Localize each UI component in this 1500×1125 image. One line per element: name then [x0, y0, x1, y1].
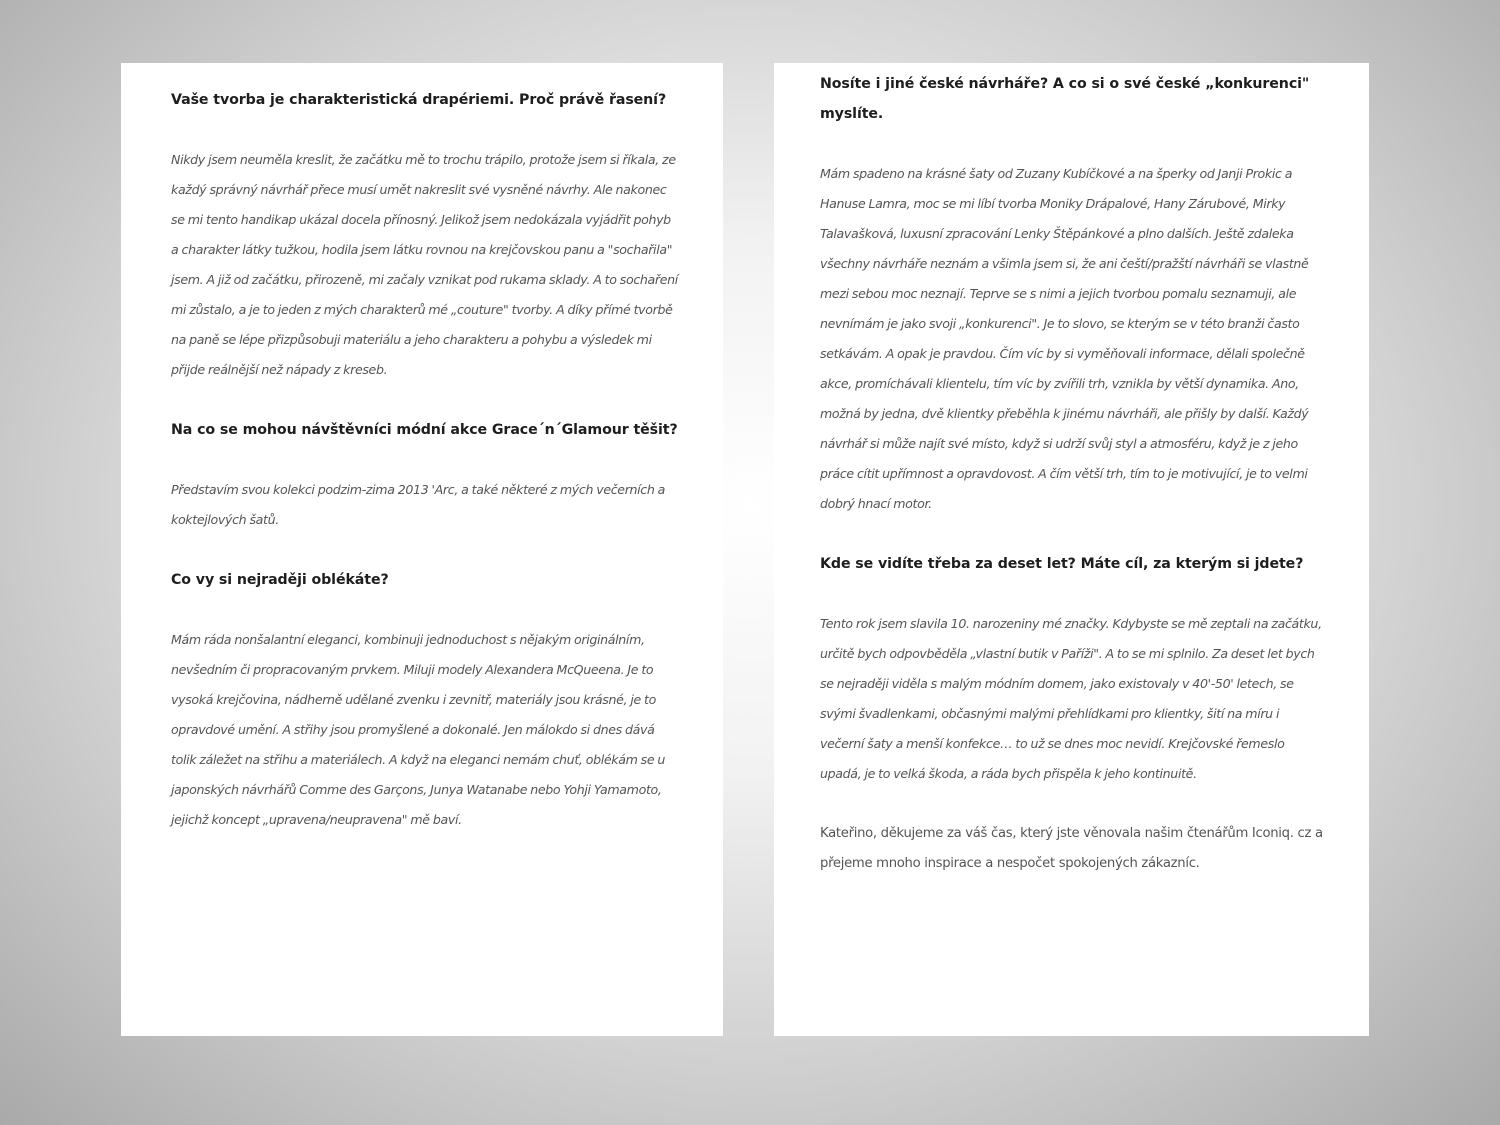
right-page	[774, 63, 1369, 1036]
question-wardrobe: Co vy si nejraději oblékáte?	[171, 572, 389, 588]
question-ten-years: Kde se vidíte třeba za deset let? Máte cíl, za kterým si jdete?	[820, 556, 1304, 572]
answer-ten-years: Tento rok jsem slavila 10. narozeniny mé značky. Kdybyste se mě zeptali na začátku, určitě bych odpovběděla „vlastní butik v Paříži". A to se mi splnilo. Za deset let bych se nejraději viděla s malým módním domem, jako existovaly v 40'-50' letech, se svými švadlenkami, občasnými malými přehlídkami pro klientky, šití na míru i večerní šaty a menší konfekce… to už se dnes moc nevidí. Krejčovské řemeslo upadá, je to velká škoda, a ráda bych přispěla k jeho kontinuitě.	[820, 616, 1322, 781]
closing-thanks: Kateřino, děkujeme za váš čas, který jste věnovala našim čtenářům Iconiq. cz a přejeme mnoho inspirace a nespočet spokojených zákazníc.	[820, 826, 1323, 871]
question-event: Na co se mohou návštěvníci módní akce Grace´n´Glamour těšit?	[171, 422, 678, 438]
answer-czech-designers: Mám spadeno na krásné šaty od Zuzany Kubíčkové a na šperky od Janji Prokic a Hanuse Lamra, moc se mi líbí tvorba Moniky Drápalové, Hany Zárubové, Mirky Talavašková, luxusní zpracování Lenky Štěpánkové a plno dalších. Ještě zdaleka všechny návrháře neznám a všimla jsem si, že ani čeští/pražští návrháři se vlastně mezi sebou moc neznají. Teprve se s nimi a jejich tvorbou pomalu seznamuji, ale nevnímám je jako svoji „konkurenci". Je to slovo, se kterým se v této branži často setkávám. A opak je pravdou. Čím víc by si vyměňovali informace, dělali společně akce, promíchávali klientelu, tím víc by zvířili trh, vznikla by větší dynamika. Ano, možná by jedna, dvě klientky přeběhla k jinému návrháři, ale přišly by další. Každý návrhář si může najít své místo, když si udrží svůj styl a atmosféru, když je z jeho práce cítit upřímnost a opravdovost. A čím větší trh, tím to je motivující, je to velmi dobrý hnací motor.	[820, 166, 1309, 511]
answer-wardrobe: Mám ráda nonšalantní eleganci, kombinuji jednoduchost s nějakým originálním, nevšedním či propracovaným prvkem. Miluji modely Alexandera McQueena. Je to vysoká krejčovina, nádherně udělané zvenku i zevnitř, materiály jsou krásné, je to opravdové umění. A střihy jsou promyšlené a dokonalé. Jen málokdo si dnes dává tolik záležet na střihu a materiálech. A když na eleganci nemám chuť, oblékám se u japonských návrhářů Comme des Garçons, Junya Watanabe nebo Yohji Yamamoto, jejichž koncept „upravena/neupravena" mě baví.	[171, 632, 666, 827]
question-drapery: Vaše tvorba je charakteristická drapériemi. Proč právě řasení?	[171, 92, 667, 108]
answer-event: Představím svou kolekci podzim-zima 2013 'Arc, a také některé z mých večerních a koktejlových šatů.	[171, 482, 666, 527]
question-czech-designers: Nosíte i jiné české návrháře? A co si o své české „konkurenci" myslíte.	[820, 76, 1310, 122]
answer-drapery: Nikdy jsem neuměla kreslit, že začátku mě to trochu trápilo, protože jsem si říkala, ze každý správný návrhář přece musí umět nakreslit své vysněné návrhy. Ale nakonec se mi tento handikap ukázal docela přínosný. Jelikož jsem nedokázala vyjádřit pohyb a charakter látky tužkou, hodila jsem látku rovnou na krejčovskou panu a "sochařila" jsem. A již od začátku, přirozeně, mi začaly vznikat pod rukama sklady. A to sochaření mi zůstalo, a je to jeden z mých charakterů mé „couture" tvorby. A díky přímé tvorbě na paně se lépe přizpůsobuji materiálu a jeho charakteru a pohybu a výsledek mi přijde reálnější než nápady z kreseb.	[171, 152, 678, 377]
left-page	[121, 63, 723, 1036]
